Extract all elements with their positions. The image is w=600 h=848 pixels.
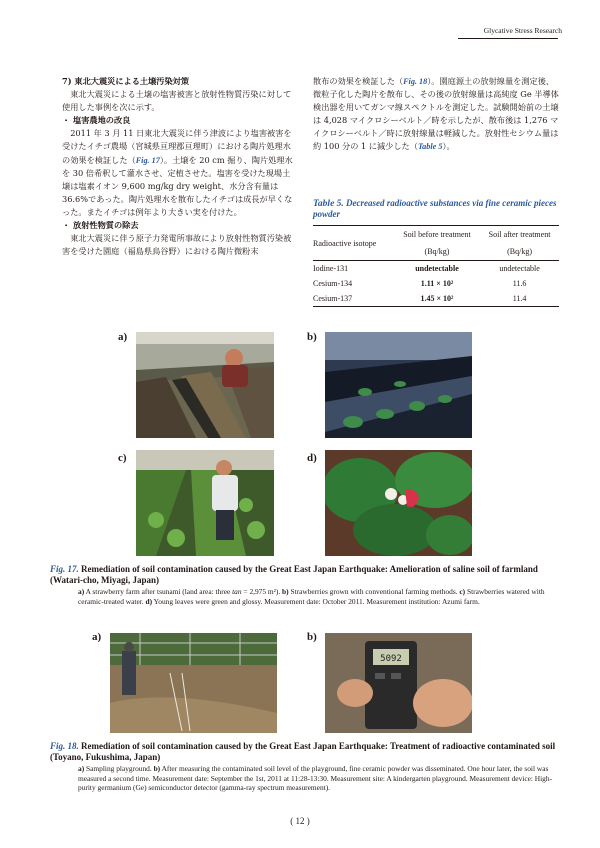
page-number: ( 12 ) (290, 816, 310, 826)
fig17-desc-d: Young leaves were green and glossy. Measurement date: October 2011. Measurement institution: Azumi farm. (152, 596, 480, 606)
fig17-ref[interactable]: Fig. 17 (135, 155, 160, 165)
fig18-title-line (50, 741, 562, 762)
fig17-photo-a (136, 332, 274, 438)
fig18-desc-b-label: b) (153, 764, 161, 773)
cell-after: 11.4 (512, 294, 527, 303)
fig18-number: Fig. 18. (50, 741, 79, 751)
cell-after: 11.6 (512, 279, 527, 288)
section-heading: 7) 東北大震災による土壌汚染対策 (62, 76, 190, 86)
header-unit-before: (Bq/kg) (424, 247, 450, 256)
saline-text-a: 2011 年 3 月 11 日東北大震災に伴う津波により塩害被害を受けたイチゴ農場（宮城県亘理郡亘理町）における陶片処理水の効果を検証した（ (62, 128, 292, 165)
table5-title: Decreased radioactive substances via fine ceramic pieces powder (313, 198, 557, 219)
fig17-desc-c-label: c) (459, 587, 466, 596)
fig17-label-a: a) (118, 331, 128, 343)
cell-isotope: Iodine-131 (313, 264, 349, 273)
fig17-desc-b: Strawberries grown with conventional farming methods. (288, 587, 460, 596)
table5-ref[interactable]: Table 5 (417, 142, 443, 152)
fig18-desc-b: After measuring the contaminated soil level of the playground, fine ceramic powder was disseminated. One hour later, the soil was measured a second time. Measurement date: September the 1st, 2011 at 11:28-13:30. Measurement site: A kindergarten playground. Measurement device: High-purity germanium (Ge) semiconductor detector (gamma-ray spectrum measurement). (78, 764, 553, 792)
table5-grid (313, 225, 559, 307)
table5-number: Table 5. (313, 199, 344, 209)
cell-isotope: Cesium-137 (313, 294, 353, 303)
header-rule (458, 38, 558, 39)
intro-paragraph: 東北大震災による土壌の塩害被害と放射性物質汚染に対して使用した事例を次に示す。 (62, 89, 292, 113)
table5 (313, 198, 559, 307)
fig18-caption (50, 741, 562, 793)
cell-before: 1.45 × 10² (420, 294, 454, 303)
right-column (313, 75, 559, 154)
fig17-photo-c (136, 450, 274, 556)
radioactive-paragraph: 東北大震災に伴う原子力発電所事故により放射性物質汚染被害を受けた園庭（福島県鳥谷野）における陶片微粉末 (62, 233, 292, 257)
fig17-photo-d (325, 450, 472, 556)
saline-paragraph (62, 127, 294, 219)
fig17-label-b: b) (307, 331, 317, 343)
fig18-label-a: a) (92, 631, 102, 643)
header-isotope: Radioactive isotope (313, 238, 377, 248)
fig17-desc-a-label: a) (78, 587, 85, 596)
fig17-desc-a-ton: tan (232, 587, 242, 596)
table-row (313, 261, 559, 277)
fig17-title-line (50, 564, 562, 585)
fig18-title: Remediation of soil contamination caused by the Great East Japan Earthquake: Treatment of radioactive contaminated soil (Toyano, Fukushima, Japan) (50, 741, 556, 762)
fig18-photo-a (110, 633, 277, 733)
journal-header: Glycative Stress Research (483, 26, 562, 35)
saline-text-b: ）。土壌を 20 cm 掘り、陶片処理水を 30 倍希釈して灌水させ、定植させた。塩害を受けた現場土壌は塩素イオン 9,600 mg/kg dry weight、水分含有量は 36.6%であった。陶片処理水を散布したイチゴは成長が早くなった。またイチゴは例年より大きい実を付けた。 (62, 154, 293, 217)
fig17-label-c: c) (118, 452, 127, 464)
fig17-number: Fig. 17. (50, 564, 79, 574)
fig18-desc-a: Sampling playground. (84, 764, 154, 773)
fig17-caption (50, 564, 562, 606)
fig17-desc-a: A strawberry farm after tsunami (land area: three (84, 587, 233, 596)
header-after: Soil after treatment (488, 230, 551, 239)
bullet-saline: ・ 塩害農地の改良 (62, 115, 131, 126)
fig17-label-d: d) (307, 452, 317, 464)
cell-before: undetectable (415, 264, 459, 273)
fig18-desc-a-label: a) (78, 764, 85, 773)
fig17-desc-a2: = 2,975 m²). (241, 587, 283, 596)
table-row (313, 291, 559, 307)
fig18-label-b: b) (307, 631, 317, 643)
fig17-title: Remediation of soil contamination caused by the Great East Japan Earthquake: Amelioration of saline soil of farmland (Watari-cho, Miyagi, Japan) (50, 564, 538, 585)
header-before: Soil before treatment (403, 230, 471, 239)
meter-display: 5092 (380, 654, 402, 664)
header-unit-after: (Bq/kg) (507, 247, 532, 256)
fig17-desc-b-label: b) (282, 587, 289, 596)
fig18-photo-b (325, 633, 472, 733)
left-column (62, 75, 294, 258)
right-text-c: ）。 (442, 141, 455, 152)
cell-after: undetectable (499, 264, 540, 273)
fig18-ref[interactable]: Fig. 18 (403, 77, 428, 86)
fig18-description (50, 764, 562, 793)
cell-before: 1.11 × 10² (420, 279, 454, 288)
fig17-desc-d-label: d) (145, 596, 153, 606)
fig17-photo-b (325, 332, 472, 438)
bullet-radioactive: ・ 放射性物質の除去 (62, 220, 139, 231)
table5-caption (313, 198, 559, 219)
right-paragraph (313, 75, 559, 154)
right-text-a: 散布の効果を検証した（ (313, 76, 404, 86)
fig17-description (50, 587, 562, 606)
right-text-b: ）。園庭源土の放射線量を測定後、微粒子化した陶片を散布し、その後の放射線量は高純度 Ge 半導体検出器を用いてガンマ線スペクトルを測定した。試験開始前の土壌は 4,028 マイクロシーベルト／時を示したが、散布後は 1,276 マイクロシーベルト／時に放射線量は軽減した。放射性セシウム量は約 100 分の 1 に減少した（ (313, 76, 559, 152)
table-row (313, 276, 559, 291)
cell-isotope: Cesium-134 (313, 279, 353, 288)
fig17-desc-c: Strawberries watered with ceramic-treated water. (78, 587, 545, 606)
